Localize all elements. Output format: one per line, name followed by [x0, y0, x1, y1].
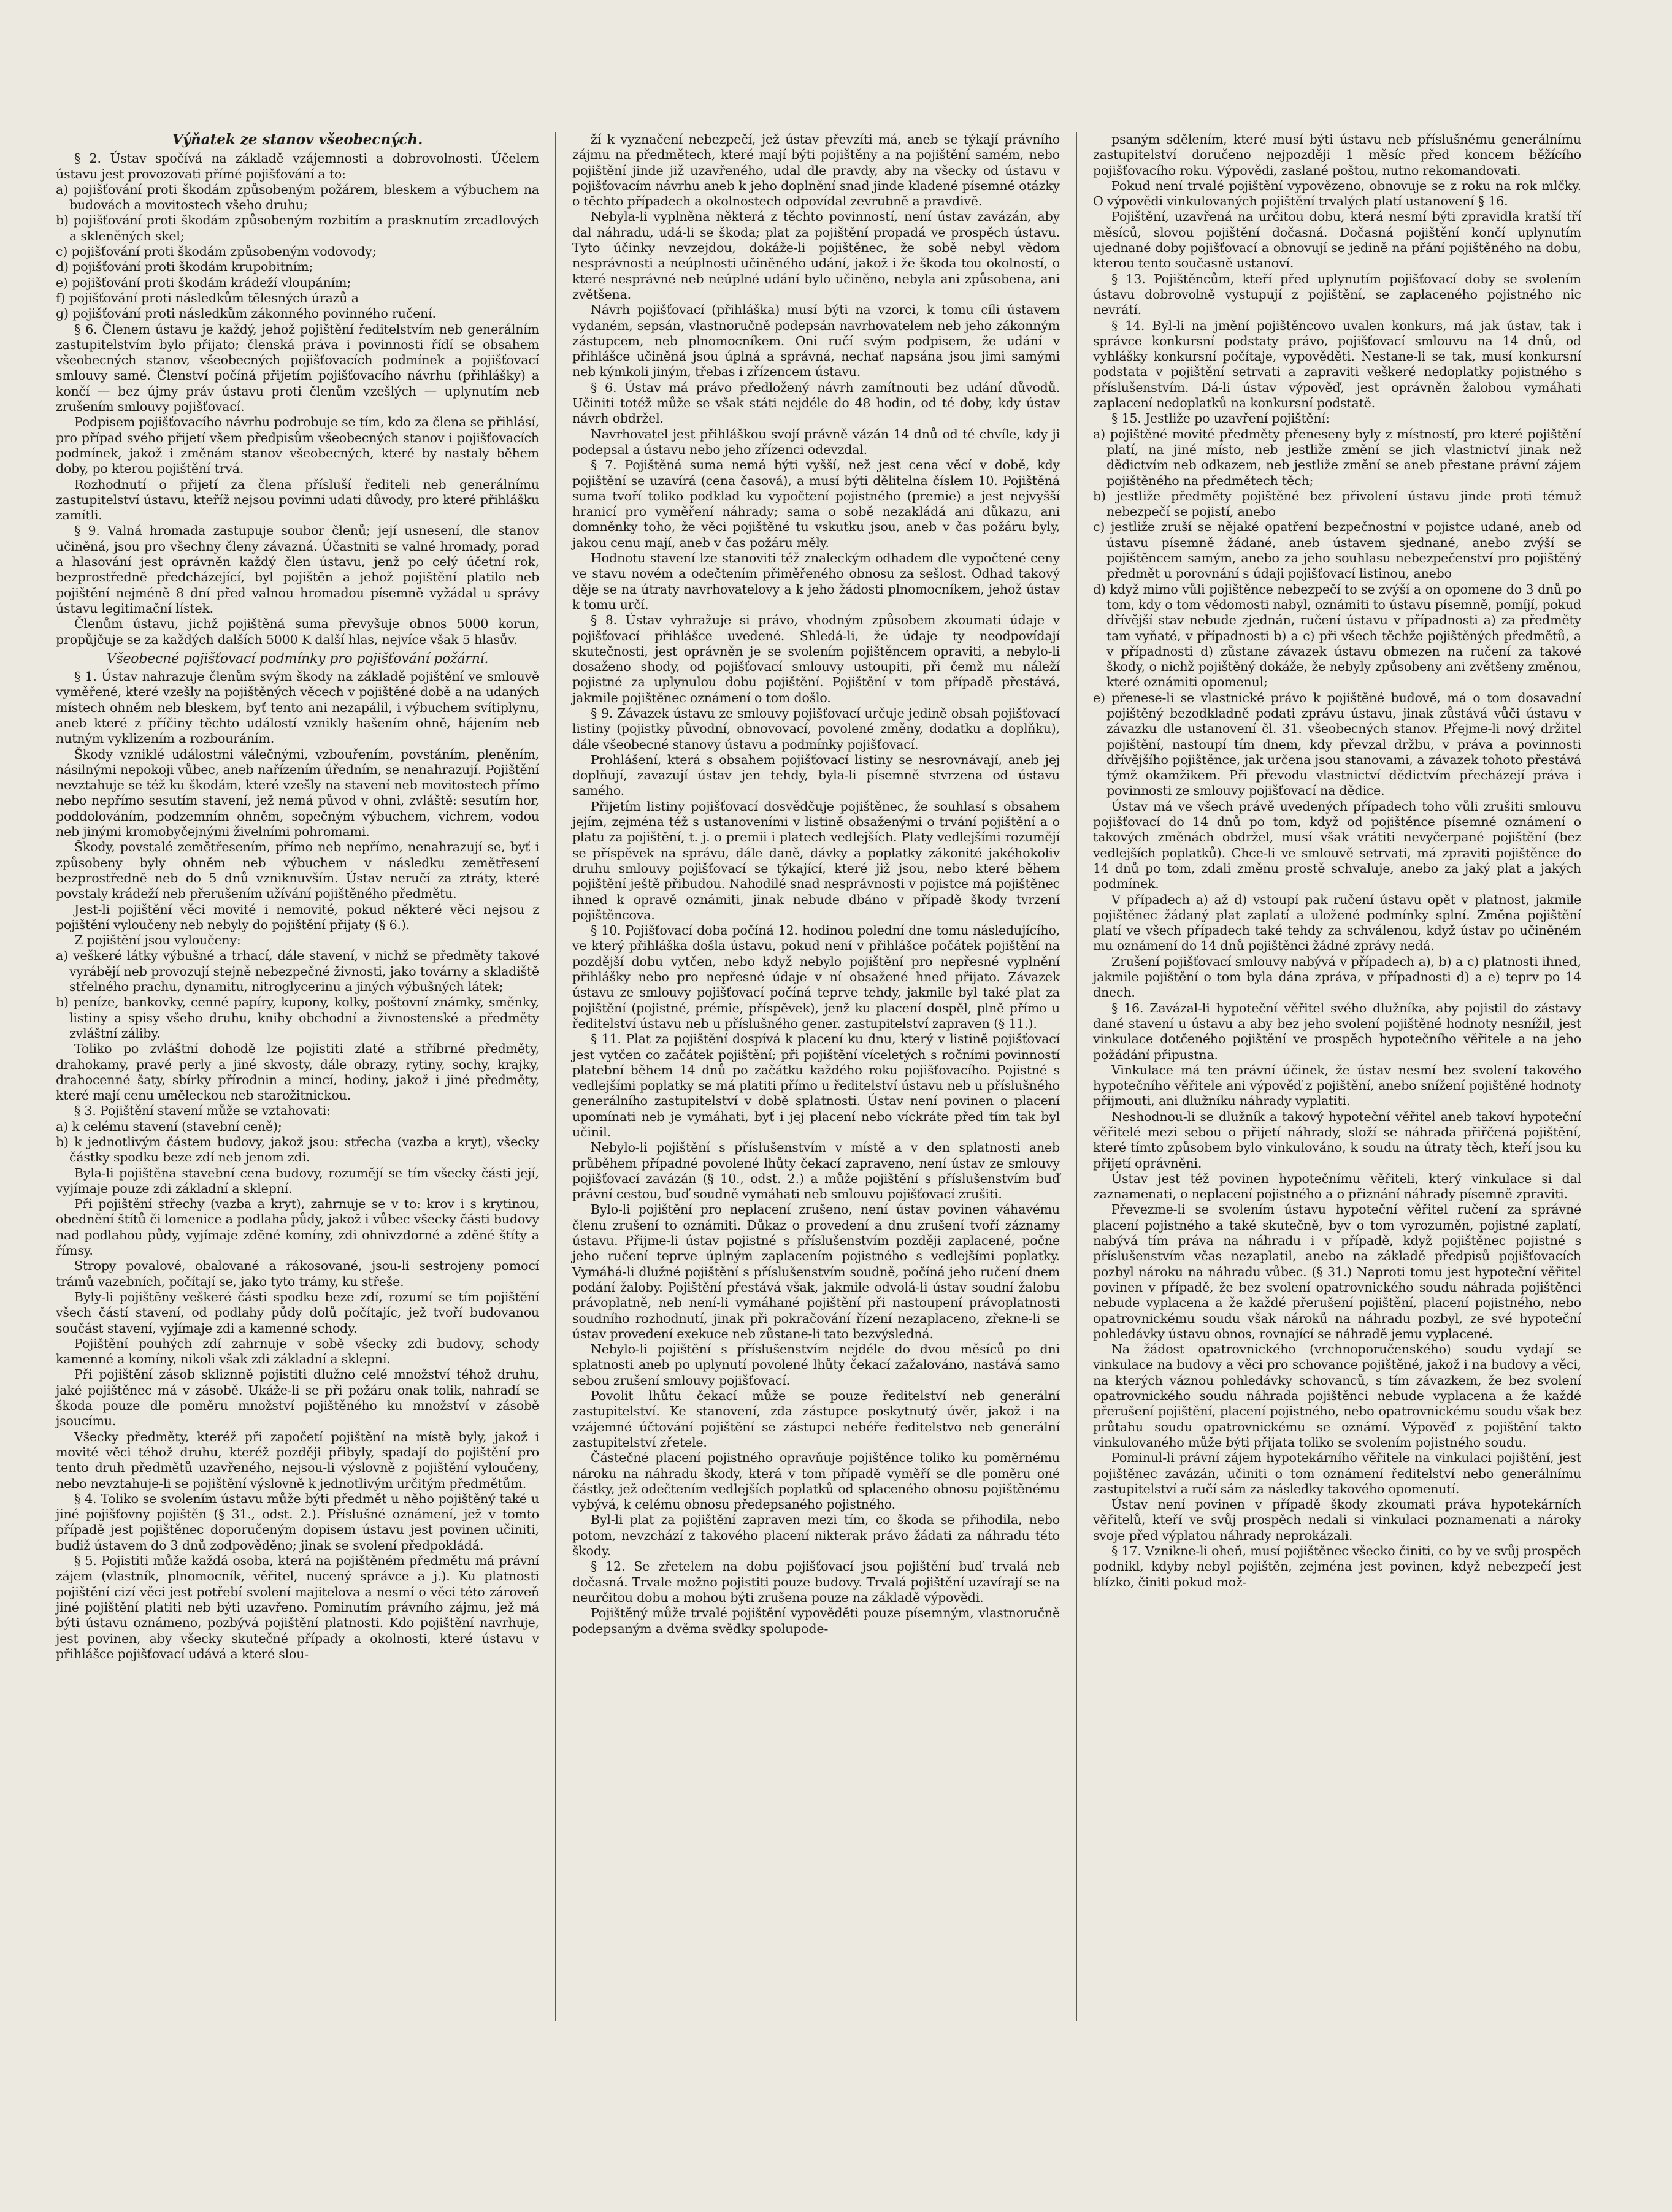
column-3-paragraphs [1093, 132, 1581, 1590]
paragraph: Navrhovatel jest přihláškou svojí právně vázán 14 dnů od té chvíle, kdy ji podepsal a ústavu nebo jeho zřízenci odevzdal. [572, 426, 1060, 457]
paragraph: Při pojištění střechy (vazba a kryt), zahrnuje se v to: krov i s krytinou, obednění štítů či lomenice a podlaha půdy, jakož i vůbec všecky části budovy nad podlahou půdy, vyjímaje zděné komíny, zdi ohnivzdorné a zděné štíty a římsy. [56, 1196, 539, 1258]
paragraph: Při pojištění zásob skliznně pojistiti dlužno celé množství téhož druhu, jaké pojištěnec má v zásobě. Ukáže-li se při požáru onak tolik, nahradí se škoda pouze dle poměru množství pojištěného ku množství v zásobě jsoucímu. [56, 1367, 539, 1429]
paragraph: a) pojišťování proti škodám způsobeným požárem, bleskem a výbuchem na budovách a movitostech všeho druhu; [56, 182, 539, 213]
paragraph: Zrušení pojišťovací smlouvy nabývá v případech a), b) a c) platnosti ihned, jakmile pojištění o tom byla dána zpráva, v případnosti d) a e) teprv po 14 dnech. [1093, 954, 1581, 1000]
paragraph: Škody vzniklé událostmi válečnými, vzbouřením, povstáním, pleněním, násilnými nepokoji vůbec, aneb nařízením úředním, se nenahrazují. Pojištění nevztahuje se též ku škodám, které vzešly na stavení neb movitostech přímo nebo nepřímo sesutím stavení, jež nemá původ v ohni, zvláště: sesutím hor, poddolováním, podzemním ohněm, sopečným výbuchem, vichrem, vodou neb jinými kromobyčejnými živelními pohromami. [56, 746, 539, 840]
paragraph: V případech a) až d) vstoupí pak ručení ústavu opět v platnost, jakmile pojištěnec žádaný plat zaplatí a uložené podmínky splní. Změna pojištění platí ve všech případech také tehdy za schválenou, když ústav po učiněném mu oznámení do 14 dnů pojištěnci žádné zprávy nedá. [1093, 892, 1581, 954]
paragraph: Na žádost opatrovnického (vrchnoporučenského) soudu vydají se vinkulace na budovy a věci pro schovance pojištěné, jakož i na budovy a věci, na kterých váznou pohledávky schovanců, s tím závazkem, že bez svolení opatrovnického soudu náhrada pojištěnci nebude vyplacena a že každé přerušení pojištění, placení pojistného, nebo opatrovnickému soudu však bez průtahu soudu opatrovnickému se oznámí. Výpověď z pojištění takto vinkulovaného může býti přijata toliko se svolením pojistného soudu. [1093, 1342, 1581, 1450]
paragraph: § 7. Pojištěná suma nemá býti vyšší, než jest cena věcí v době, kdy pojištění se uzavírá (cena časová), a musí býti dělitelna číslem 10. Pojištěná suma tvoří toliko podklad ku vypočtení pojistného (premie) a jest nejvyšší hranicí pro vyměření náhrady; sama o sobě nezakládá ani důkazu, ani domněnky toho, že věci pojištěné tu vskutku jsou, aneb v čas požáru byly, jakou cenu mají, aneb v čas požáru měly. [572, 457, 1060, 550]
paragraph: § 13. Pojištěncům, kteří před uplynutím pojišťovací doby se svolením ústavu dobrovolně vystupují z pojištění, se zaplaceného pojistného nic nevrátí. [1093, 271, 1581, 318]
paragraph: a) veškeré látky výbušné a trhací, dále stavení, v nichž se předměty takové vyrábějí neb provozují stejně nebezpečné živnosti, jako továrny a skladiště střelného prachu, dynamitu, nitroglycerinu a jiných výbušných látek; [56, 948, 539, 995]
paragraph: Pojištěný může trvalé pojištění vypověděti pouze písemným, vlastnoručně podepsaným a dvěma svědky spolupode- [572, 1605, 1060, 1636]
paragraph: Z pojištění jsou vyloučeny: [74, 933, 241, 948]
paragraph: a) k celému stavení (stavební ceně); [56, 1119, 282, 1134]
paragraph: § 16. Zavázal-li hypoteční věřitel svého dlužníka, aby pojistil do zástavy dané stavení u ústavu a aby bez jeho svolení pojištěné hodnoty nesnížil, jest vinkulace dotčeného pojištění ve prospěch hypotečního věřitele a na jeho požádání připustna. [1093, 1000, 1581, 1062]
paragraph: Byla-li pojištěna stavební cena budovy, rozumějí se tím všecky části její, vyjímaje pouze zdi základní a sklepní. [56, 1165, 539, 1196]
paragraph: § 5. Pojistiti může každá osoba, která na pojištěném předmětu má právní zájem (vlastník, plnomocník, věřitel, nucený správce a j.). Ku platnosti pojištění cizí věci jest potřebí svolení majitelova a nesmí o věci této zároveň jiné pojištění platiti neb býti uzavřeno. Pominutím právního zájmu, jež má býti ústavu oznámeno, pozbývá pojištění platnosti. Kdo pojištění navrhuje, jest povinen, aby všecky skutečné případy a okolnosti, které ústavu v přihlášce pojišťovací udává a které slou- [56, 1553, 539, 1661]
paragraph: b) peníze, bankovky, cenné papíry, kupony, kolky, poštovní známky, směnky, listiny a spisy všeho druhu, knihy obchodní a živnostenské a předměty zvláštní záliby. [56, 995, 539, 1041]
paragraph: § 11. Plat za pojištění dospívá k placení ku dnu, který v listině pojišťovací jest vytčen co začátek pojištění; při pojištění víceletých s ročními povinností platební během 14 dnů po začátku každého roku pojišťovacího. Pojistné s vedlejšími poplatky se má platiti přímo u ředitelství ústavu neb u příslušného generálního zastupitelství v době splatnosti. Ústav není povinen o placení upomínati neb je vymáhati, byť i jej placení nebo víckráte před tím tak byl učinil. [572, 1031, 1060, 1139]
paragraph: Škody, povstalé zemětřesením, přímo neb nepřímo, nenahrazují se, byť i způsobeny byly ohněm neb výbuchem v následku zemětřesení bezprostředně neb do 5 dnů vzniknuvším. Ústav neručí za ztráty, které povstaly krádeží neb přerušením užívání pojištěného předmětu. [56, 840, 539, 901]
paragraph: Návrh pojišťovací (přihláška) musí býti na vzorci, k tomu cíli ústavem vydaném, sepsán, vlastnoručně podepsán navrhovatelem neb jeho zákonným zástupcem, neb plnomocníkem. Oni ručí svým podpisem, že udání v přihlášce učiněná jsou úplná a správná, nechať napsána jsou jimi samými neb kýmkoli jiným, třebas i zřízencem ústavu. [572, 302, 1060, 380]
paragraph: b) k jednotlivým částem budovy, jakož jsou: střecha (vazba a kryt), všecky částky spodku beze zdí neb jenom zdi. [56, 1135, 539, 1165]
paragraph: Ústav jest též povinen hypotečnímu věřiteli, který vinkulace si dal zaznamenati, o neplacení pojistného a o přiznání náhrady písemně zpraviti. [1093, 1171, 1581, 1202]
paragraph: Prohlášení, která s obsahem pojišťovací listiny se nesrovnávají, aneb jej doplňují, zavazují ústav jen tehdy, byla-li písemně stvrzena od ústavu samého. [572, 752, 1060, 798]
paragraph: Ústav není povinen v případě škody zkoumati práva hypotekárních věřitelů, kteří ve svůj prospěch nedali si vinkulaci poznamenati a nároky svoje před výplatou náhrady neprokázali. [1093, 1497, 1581, 1543]
paragraph: Nebylo-li pojištění s příslušenstvím v místě a v den splatnosti aneb průběhem případné povolené lhůty čekací zapraveno, není ústav ze smlouvy pojišťovací zavázán (§ 10., odst. 2.) a může pojištění s příslušenstvím buď právní cestou, buď soudně vymáhati neb smlouvu pojišťovací zrušiti. [572, 1140, 1060, 1202]
paragraph: Pojištění, uzavřená na určitou dobu, která nesmí býti zpravidla kratší tří měsíců, slovou pojištění dočasná. Dočasná pojištění končí uplynutím ujednané doby pojišťovací a obnovují se jedině na přání pojištěného na dobu, kterou tento současně ustanoví. [1093, 209, 1581, 271]
insurance-conditions-paragraphs [56, 669, 539, 1662]
paragraph: d) pojišťování proti škodám krupobitním; [56, 259, 313, 275]
paragraph: § 6. Ústav má právo předložený návrh zamítnouti bez udání důvodů. Učiniti totéž může se však státi nejdéle do 48 hodin, od té doby, kdy ústav návrh obdržel. [572, 380, 1060, 426]
paragraph: Toliko po zvláštní dohodě lze pojistiti zlaté a stříbrné předměty, drahokamy, pravé perly a jiné skvosty, dále obrazy, rytiny, sochy, krajky, drahocenné šaty, sbírky přírodnin a mincí, hodiny, jakož i jiné předměty, které mají cenu uměleckou neb starožitnickou. [56, 1041, 539, 1103]
paragraph: Byly-li pojištěny veškeré části spodku beze zdí, rozumí se tím pojištění všech částí stavení, od podlahy půdy dolů počítajíc, jež tvoří budovanou součást stavení, vyjímaje zdi a kamenné schody. [56, 1289, 539, 1336]
column-2-paragraphs [572, 132, 1060, 1637]
paragraph: § 12. Se zřetelem na dobu pojišťovací jsou pojištění buď trvalá neb dočasná. Trvale možno pojistiti pouze budovy. Trvalá pojištění uzavírají se na neurčitou dobu a mohou býti zrušena pouze na základě výpovědi. [572, 1559, 1060, 1605]
paragraph: e) pojišťování proti škodám krádeží vloupáním; [56, 275, 351, 290]
paragraph: § 3. Pojištění stavení může se vztahovati: [74, 1103, 331, 1119]
paragraph: Povolit lhůtu čekací může se pouze ředitelství neb generální zastupitelství. Ke stanovení, zda zástupce poskytnutý úvěr, jakož i na vzájemné účtování pojištění se zástupci nebéře ředitelstvo neb generální zastupitelství zřetele. [572, 1388, 1060, 1450]
paragraph: b) jestliže předměty pojištěné bez přivolení ústavu jinde proti témuž nebezpečí se pojistí, anebo [1093, 488, 1581, 519]
paragraph: § 4. Toliko se svolením ústavu může býti předmět u něho pojištěný také u jiné pojišťovny pojištěn (§ 31., odst. 2.). Příslušné oznámení, jež v tomto případě jest pojištěnec doporučeným dopisem ústavu jest povinen učiniti, budiž ústavem do 3 dnů zodpověděno; jinak se svolení předpokládá. [56, 1491, 539, 1553]
paragraph: ží k vyznačení nebezpečí, jež ústav převzíti má, aneb se týkají právního zájmu na předmětech, které mají býti pojištěny a na pojištění samém, nebo pojištění jinde již uzavřeného, udal dle pravdy, aby na všecky od ústavu v pojišťovacím návrhu aneb k jeho doplnění snad jinde kladené písemné otázky o těchto případech a okolnostech odpovídal zevrubně a pravdivě. [572, 132, 1060, 209]
paragraph: e) přenese-li se vlastnické právo k pojištěné budově, má o tom dosavadní pojištěný bezodkladně podati zprávu ústavu, jinak zůstává vůči ústavu v závazku dle ustanovení čl. 31. všeobecných stanov. Přejme-li nový držitel pojištění, nastoupí tím dnem, kdy převzal držbu, v práva a povinnosti dřívějšího pojištěnce, jak určena jsou stanovami, a závazek tohoto přestává týmž okamžikem. Při převodu vlastnictví dědictvím přecházejí práva i povinnosti ze smlouvy pojišťovací na dědice. [1093, 690, 1581, 798]
paragraph: § 9. Valná hromada zastupuje soubor členů; její usnesení, dle stanov učiněná, jsou pro všechny členy závazná. Účastniti se valné hromady, porad a hlasování jest oprávněn každý člen ústavu, jenž po celý účetní rok, bezprostředně předcházející, byl pojištěn a jehož pojištění platilo neb pojištění nejméně 8 dní před valnou hromadou písemně vyžádal u správy ústavu legitimační lístek. [56, 523, 539, 616]
paragraph: a) pojištěné movité předměty přeneseny byly z místností, pro které pojištění platí, na jiné místo, neb jestliže změní se jich vlastnictví jinak než dědictvím neb odkazem, neb jestliže změní se aneb přestane právní zájem pojištěného na předmětech těch; [1093, 426, 1581, 488]
statute-excerpt-paragraphs [56, 151, 539, 648]
section-subheading: Všeobecné pojišťovací podmínky pro pojišťování požární. [106, 651, 489, 667]
paragraph: Převezme-li se svolením ústavu hypoteční věřitel ručení za správné placení pojistného a také skutečně, byv o tom vyrozuměn, pojistné zaplatí, nabývá tím práva na náhradu i v případě, když pojištěnec pojistné s příslušenstvím včas nezaplatil, anebo na základě předpisů pojišťovacích pozbyl nároku na náhradu vůbec. (§ 31.) Naproti tomu jest hypoteční věřitel povinen v případě, že bez svolení opatrovnického soudu náhrada pojištěnci nebude vyplacena a že každé přerušení pojištění, placení pojistného, nebo opatrovnickému soudu však nároků na náhradu pozbyl, ze své hypoteční pohledávky ústavu obnos, rovnající se náhradě jemu vyplacené. [1093, 1202, 1581, 1341]
paragraph: Byl-li plat za pojištění zapraven mezi tím, co škoda se přihodila, nebo potom, nevzchází z takového placení nikterak právo žádati za náhradu této škody. [572, 1512, 1060, 1559]
paragraph: § 15. Jestliže po uzavření pojištění: [1111, 411, 1330, 426]
paragraph: Pokud není trvalé pojištění vypovězeno, obnovuje se z roku na rok mlčky. O výpovědi vinkulovaných pojištění trvalých platí ustanovení § 16. [1093, 178, 1581, 209]
column-2 [555, 132, 1076, 2021]
paragraph: Nebyla-li vyplněna některá z těchto povinností, není ústav zavázán, aby dal náhradu, udá-li se škoda; plat za pojištění propadá ve prospěch ústavu. Tyto účinky nevzejdou, dokáže-li pojištěnec, že sobě nebyl vědom nesprávnosti a neúplnosti učiněného udání, jakož i že škoda tou okolností, o které nesprávné neb neúplné udání bylo učiněno, nebyla ani způsobena, ani zvětšena. [572, 209, 1060, 302]
paragraph: Pojištění pouhých zdí zahrnuje v sobě všecky zdi budovy, schody kamenné a komíny, nikoli však zdi základní a sklepní. [56, 1336, 539, 1367]
paragraph: g) pojišťování proti následkům zákonného povinného ručení. [56, 306, 436, 321]
paragraph: Přijetím listiny pojišťovací dosvědčuje pojištěnec, že souhlasí s obsahem jejím, zejména též s ustanoveními v listině obsaženými o trvání pojištění a o platu za pojištění, t. j. o premii i platech vedlejších. Platy vedlejšími rozumějí se příspěvek na správu, dále daně, dávky a poplatky zákonité jakéhokoliv druhu smlouvy pojišťovací se týkající, které již jsou, nebo které během pojištění ještě přibudou. Nahodilé snad nesprávnosti v pojistce má pojištěnec ihned k opravě oznámiti, jinak nebude dbáno v případě škody tvrzení pojištěncova. [572, 798, 1060, 922]
paragraph: Hodnotu stavení lze stanoviti též znaleckým odhadem dle vypočtené ceny ve stavu novém a odečtením přiměřeného obnosu za sešlost. Odhad takový děje se na útraty navrhovatelovy a k jeho žádosti plnomocníkem, jehož ústav k tomu určí. [572, 551, 1060, 612]
paragraph: Jest-li pojištění věci movité i nemovité, pokud některé věci nejsou z pojištění vyloučeny neb nebyly do pojištění přijaty (§ 6.). [56, 901, 539, 932]
paragraph: Stropy povalové, obalované a rákosované, jsou-li sestrojeny pomocí trámů vazebních, počítají se, jako tyto trámy, ku střeše. [56, 1258, 539, 1289]
paragraph: Částečné placení pojistného opravňuje pojištěnce toliko ku poměrnému nároku na náhradu škody, která v tom případě vyměří se dle poměru oné částky, jež odečtením vedlejších poplatků od splaceného obnosu pojištěnému vybývá, k celému obnosu předepsaného pojistného. [572, 1450, 1060, 1512]
paragraph: Pominul-li právní zájem hypotekárního věřitele na vinkulaci pojištění, jest pojištěnec zavázán, učiniti o tom oznámení ředitelství nebo generálnímu zastupitelství a ručí sám za následky takového opomenutí. [1093, 1450, 1581, 1496]
paragraph: f) pojišťování proti následkům tělesných úrazů a [56, 290, 359, 305]
document-heading: Výňatek ze stanov všeobecných. [172, 132, 423, 148]
three-column-text [40, 132, 1623, 2021]
column-3 [1076, 132, 1597, 2021]
paragraph: § 8. Ústav vyhražuje si právo, vhodným způsobem zkoumati údaje v pojišťovací přihlášce uvedené. Shledá-li, že údaje ty neodpovídají skutečnosti, jest oprávněn je se svolením pojištěncem opraviti, a nebylo-li dosaženo shody, od pojišťovací smlouvy ustoupiti, při čemž mu náleží pojistné za uplynulou dobu pojištění. Pojištění v tom případě přestává, jakmile pojištěnec oznámení o tom došlo. [572, 613, 1060, 705]
paragraph: § 6. Členem ústavu je každý, jehož pojištění ředitelstvím neb generálním zastupitelstvím bylo přijato; členská práva i povinnosti řídí se obsahem všeobecných stanov, všeobecných pojišťovacích podmínek a pojišťovací smlouvy samé. Členství počíná přijetím pojišťovacího návrhu (přihlášky) a končí — bez újmy práv ústavu proti členům vzešlých — uplynutím neb zrušením smlouvy pojišťovací. [56, 321, 539, 415]
paragraph: Všecky předměty, kteréž při započetí pojištění na místě byly, jakož i movité věci téhož druhu, kteréž později přibyly, spadají do pojištění pro tento druh předmětů uzavřeného, nejsou-li výslovně z pojištění vyloučeny, nebo nevztahuje-li se pojištění výslovně k jednotlivým určitým předmětům. [56, 1429, 539, 1491]
paragraph: c) jestliže zruší se nějaké opatření bezpečnostní v pojistce udané, aneb od ústavu písemně žádané, aneb ústavem sjednané, anebo zvýší se pojištěncem samým, anebo za jeho souhlasu nebezpečenství pro pojištěný předmět u porovnání s údaji pojišťovací listinou, anebo [1093, 519, 1581, 581]
paragraph: Nebylo-li pojištění s příslušenstvím nejdéle do dvou měsíců po dni splatnosti aneb po uplynutí povolené lhůty čekací zažalováno, nastává samo sebou zrušení smlouvy pojišťovací. [572, 1342, 1060, 1388]
paragraph: Rozhodnutí o přijetí za člena přísluší řediteli neb generálnímu zastupitelství ústavu, kteříž nejsou povinni udati důvody, pro které přihlášku zamítli. [56, 476, 539, 523]
paragraph: § 1. Ústav nahrazuje členům svým škody na základě pojištění ve smlouvě vyměřené, které vzešly na pojištěných věcech v pojištěné době a na udaných místech ohněm neb bleskem, byť tento ani nezapálil, i výbuchem svítiplynu, aneb které z příčiny těchto událostí vznikly hašením ohně, hájením neb nutným vyklizením a rozbouráním. [56, 669, 539, 746]
column-1 [40, 132, 555, 2021]
paragraph: Podpisem pojišťovacího návrhu podrobuje se tím, kdo za člena se přihlásí, pro případ svého přijetí všem předpisům všeobecných stanov i pojišťovacích podmínek, jakož i změnám stanov všeobecných, které by nastaly během doby, po kterou pojištění trvá. [56, 415, 539, 476]
paragraph: Členům ústavu, jichž pojištěná suma převyšuje obnos 5000 korun, propůjčuje se za každých dalších 5000 K další hlas, nejvíce však 5 hlasův. [56, 616, 539, 647]
paragraph: psaným sdělením, které musí býti ústavu neb příslušnému generálnímu zastupitelství doručeno nejpozději 1 měsíc před koncem běžícího pojišťovacího roku. Výpovědi, zaslané poštou, nutno rekomandovati. [1093, 132, 1581, 178]
paragraph: § 14. Byl-li na jmění pojištěncovo uvalen konkurs, má jak ústav, tak i správce konkursní podstaty právo, pojišťovací smlouvu na 14 dnů, od vyhlášky konkursní počítaje, vypověděti. Nestane-li se tak, musí konkursní podstata v pojištění setrvati a zapraviti veškeré nedoplatky pojistného s příslušenstvím. Dá-li ústav výpověď, jest oprávněn žalobou vymáhati zaplacení nedoplatků na konkursní podstatě. [1093, 318, 1581, 411]
paragraph: Ústav má ve všech právě uvedených případech toho vůli zrušiti smlouvu pojišťovací do 14 dnů po tom, když od pojištěnce písemné oznámení o takových změnách obdržel, musí však vrátiti nevyčerpané pojištění (bez vedlejších poplatků). Chce-li ve smlouvě setrvati, má zpraviti pojištěnce do 14 dnů po tom, zdali změnu prostě schvaluje, anebo za jaký plat a jakých podmínek. [1093, 798, 1581, 892]
paragraph: § 2. Ústav spočívá na základě vzájemnosti a dobrovolnosti. Účelem ústavu jest provozovati přímé pojišťování a to: [56, 151, 539, 182]
paragraph: § 10. Pojišťovací doba počíná 12. hodinou polední dne tomu následujícího, ve který přihláška došla ústavu, pokud není v přihlášce počátek pojištění na pozdější dobu vytčen, nebo když nebylo pojištění pro nepřesné vyplnění přihlášky nebo pro nepřesné údaje v ní obsažené hned přijato. Závazek ústavu ze smlouvy pojišťovací počíná teprve tehdy, jakmile byl také plat za pojištění (pojistné, prémie, příspěvek), jenž ku placení dospěl, plně přímo u ředitelství ústavu neb u příslušného gener. zastupitelství zapraven (§ 11.). [572, 923, 1060, 1031]
paragraph: § 17. Vznikne-li oheň, musí pojištěnec všecko činiti, co by ve svůj prospěch podnikl, kdyby nebyl pojištěn, zejména jest povinen, když nebezpečí jest blízko, činiti pokud mož- [1093, 1544, 1581, 1590]
paragraph: c) pojišťování proti škodám způsobeným vodovody; [56, 244, 377, 259]
paragraph: b) pojišťování proti škodám způsobeným rozbitím a prasknutím zrcadlových a skleněných skel; [56, 213, 539, 243]
paragraph: Vinkulace má ten právní účinek, že ústav nesmí bez svolení takového hypotečního věřitele ani výpověď z pojištění, anebo snížení pojištěné hodnoty přijmouti, ani dlužníku náhrady vyplatiti. [1093, 1062, 1581, 1109]
paragraph: Bylo-li pojištění pro neplacení zrušeno, není ústav povinen váhavému členu zrušení to oznámiti. Důkaz o provedení a dnu zrušení tvoří záznamy ústavu. Přijme-li ústav pojistné s příslušenstvím později zaplacené, počne jeho ručení teprve úplným zaplacením pojistného s vedlejšími poplatky. Vymáhá-li dlužné pojištění s příslušenstvím soudně, počíná jeho ručení dnem podání žaloby. Pojištění přestává však, jakmile odvolá-li ústav soudní žalobu právoplatně, neb není-li vymáhané pojištění při nastoupení právoplatnosti soudního rozhodnutí, jinak při pokračování řízení nezaplaceno, zřekne-li se ústav provedení exekuce neb zůstane-li tato bezvýsledná. [572, 1202, 1060, 1341]
paragraph: Neshodnou-li se dlužník a takový hypoteční věřitel aneb takoví hypoteční věřitelé mezi sebou o přijetí náhrady, složí se náhrada přiřčená pojištění, které tímto způsobem bylo vinkulováno, k soudu na útraty těch, kteří jsou ku přijetí oprávněni. [1093, 1109, 1581, 1171]
paragraph: § 9. Závazek ústavu ze smlouvy pojišťovací určuje jedině obsah pojišťovací listiny (pojistky původní, obnovovací, povolené změny, dodatku a doplňku), dále všeobecné stanovy ústavu a podmínky pojišťovací. [572, 705, 1060, 752]
paragraph: d) když mimo vůli pojištěnce nebezpečí to se zvýší a on opomene do 3 dnů po tom, kdy o tom vědomosti nabyl, oznámiti to ústavu písemně, pomíjí, pokud dřívější stav nebude zjednán, ručení ústavu v případnosti a) za předměty tam vyňaté, v případnosti b) a c) při všech těchže pojištěných předmětů, a v případnosti d) zůstane závazek ústavu obmezen na ručení za takové škody, o nichž pojištěný dokáže, že nebyly způsobeny ani zvětšeny změnou, které oznámiti opomenul; [1093, 581, 1581, 690]
